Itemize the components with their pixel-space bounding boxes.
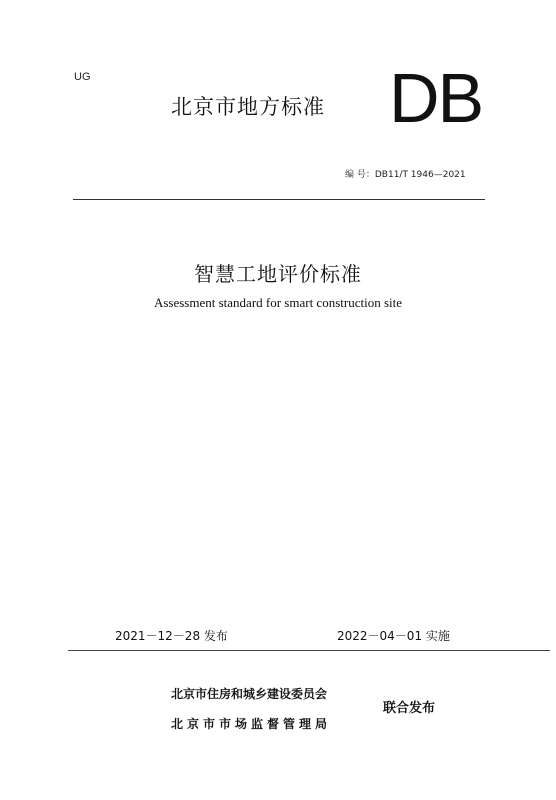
issuer-market-supervision: 北京市市场监督管理局: [171, 717, 332, 731]
implementation-date: 2022－04－01 实施: [337, 629, 450, 643]
db-mark: DB: [389, 59, 483, 137]
bottom-divider: [68, 650, 550, 651]
document-title-english: Assessment standard for smart construction site: [153, 295, 403, 310]
document-title-chinese: 智慧工地评价标准: [194, 262, 362, 286]
standard-number: 编 号：DB11/T 1946—2021: [345, 170, 466, 180]
local-standard-title: 北京市地方标准: [171, 95, 325, 119]
issue-date: 2021－12－28 发布: [115, 629, 228, 643]
joint-issue-label: 联合发布: [383, 701, 436, 716]
top-divider: [73, 199, 485, 200]
issuer-housing-commission: 北京市住房和城乡建设委员会: [171, 687, 328, 701]
ics-code: UG: [74, 71, 91, 83]
